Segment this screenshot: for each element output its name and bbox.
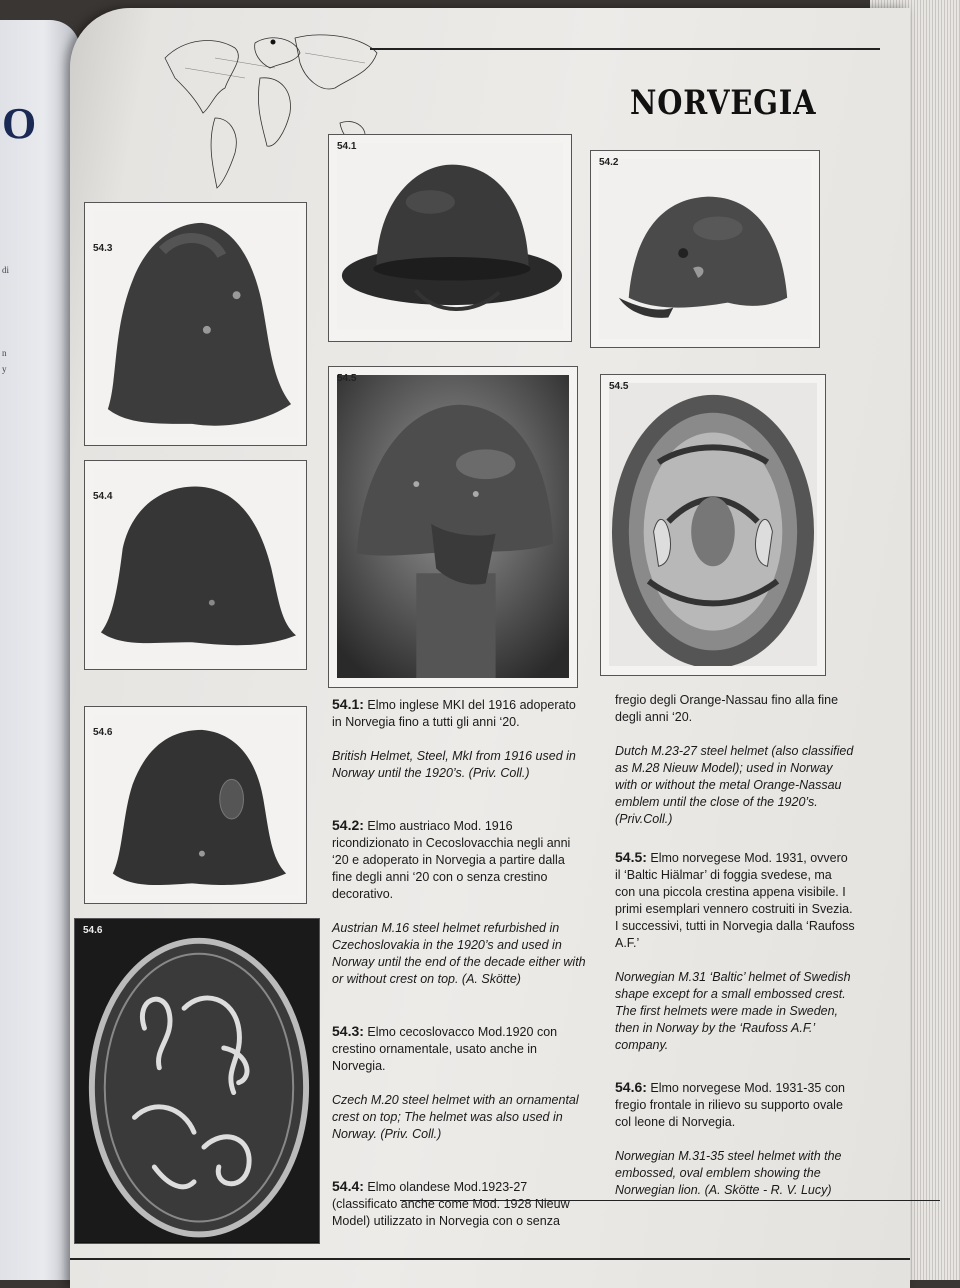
photo-label: 54.6 xyxy=(83,925,103,936)
bottom-rule xyxy=(400,1200,940,1201)
photo-54-3 xyxy=(84,202,307,446)
photo-54-1 xyxy=(328,134,572,342)
photo-54-5-inside xyxy=(600,374,826,676)
book-page xyxy=(70,8,910,1288)
photo-54-4 xyxy=(84,460,307,670)
lion-emblem-image xyxy=(75,919,319,1242)
czech-helmet-image xyxy=(93,211,298,437)
left-page xyxy=(0,20,80,1280)
caption-english: Austrian M.16 steel helmet refurbished in Czechoslovakia in the 1920’s and used in Norway until the end of the decade either with or without crest on top. (A. Skötte) xyxy=(332,921,586,986)
caption-number: 54.6: xyxy=(615,1079,647,1095)
left-page-text: y xyxy=(2,364,7,374)
norwegian-helmet-side-image xyxy=(337,375,569,678)
photo-label: 54.2 xyxy=(599,157,619,168)
photo-label: 54.1 xyxy=(337,141,357,152)
photo-label: 54.5 xyxy=(337,373,357,384)
caption-italian: Elmo norvegese Mod. 1931, ovvero il ‘Baltic Hiälmar’ di foggia svedese, ma con una piccola crestina appena visibile. I primi esemplari vennero costruiti in Svezia. I successivi, tutti in Norvegia dalla ‘Raufoss A.F.’ xyxy=(615,851,855,950)
caption-italian: Elmo olandese Mod.1923-27 (classificato anche come Mod. 1928 Nieuw Model) utilizzato in Norvegia con o senza xyxy=(332,1180,570,1228)
austrian-helmet-image xyxy=(599,159,811,339)
caption-english: Norwegian M.31 ‘Baltic’ helmet of Swedish shape except for a small embossed crest. The first helmets were made in Sweden, then in Norway by the ‘Raufoss A.F.’ company. xyxy=(615,970,851,1052)
left-page-text: di xyxy=(2,265,10,275)
photo-label: 54.5 xyxy=(609,381,629,392)
photo-54-6-emblem xyxy=(74,918,320,1244)
caption-number: 54.4: xyxy=(332,1178,364,1194)
caption-number: 54.5: xyxy=(615,849,647,865)
caption-italian: fregio degli Orange-Nassau fino alla fine degli anni ‘20. xyxy=(615,693,839,724)
norwegian-helmet-emblem-image xyxy=(93,715,298,895)
british-helmet-image xyxy=(337,143,563,330)
photo-label: 54.4 xyxy=(93,491,113,502)
top-rule xyxy=(370,48,880,50)
caption-english: Czech M.20 steel helmet with an ornamental crest on top; The helmet was also used in Norway. (Priv. Coll.) xyxy=(332,1093,579,1141)
caption-italian: Elmo inglese MKI del 1916 adoperato in Norvegia fino a tutti gli anni ‘20. xyxy=(332,698,576,729)
left-page-text: n xyxy=(2,348,7,358)
photo-54-6-helmet xyxy=(84,706,307,904)
caption-italian: Elmo austriaco Mod. 1916 ricondizionato in Cecoslovacchia negli anni ‘20 e adoperato in Norvegia a partire dalla fine degli anni ‘20 con o senza crestino decorativo. xyxy=(332,819,571,901)
photo-label: 54.3 xyxy=(93,243,113,254)
norwegian-helmet-interior-image xyxy=(609,383,817,666)
photo-54-2 xyxy=(590,150,820,348)
page-title: NORVEGIA xyxy=(630,83,817,123)
caption-italian: Elmo norvegese Mod. 1931-35 con fregio frontale in rilievo su supporto ovale col leone di Norvegia. xyxy=(615,1081,845,1129)
caption-column-2 xyxy=(615,692,855,1216)
caption-english: Norwegian M.31-35 steel helmet with the embossed, oval emblem showing the Norwegian lion. (A. Skötte - R. V. Lucy) xyxy=(615,1149,842,1197)
left-page-fragment: O xyxy=(2,99,37,148)
caption-number: 54.3: xyxy=(332,1023,364,1039)
caption-number: 54.2: xyxy=(332,817,364,833)
dutch-helmet-image xyxy=(93,469,298,661)
photo-label: 54.6 xyxy=(93,727,113,738)
page-bottom-rule xyxy=(70,1258,910,1260)
caption-column-1 xyxy=(332,696,587,1247)
caption-italian: Elmo cecoslovacco Mod.1920 con crestino ornamentale, usato anche in Norvegia. xyxy=(332,1025,558,1073)
photo-54-5-side xyxy=(328,366,578,688)
caption-number: 54.1: xyxy=(332,696,364,712)
caption-english: British Helmet, Steel, MkI from 1916 used in Norway until the 1920’s. (Priv. Coll.) xyxy=(332,749,576,780)
caption-english: Dutch M.23-27 steel helmet (also classified as M.28 Nieuw Model); used in Norway with or without the metal Orange-Nassau emblem until the close of the 1920’s. (Priv.Coll.) xyxy=(615,744,854,826)
